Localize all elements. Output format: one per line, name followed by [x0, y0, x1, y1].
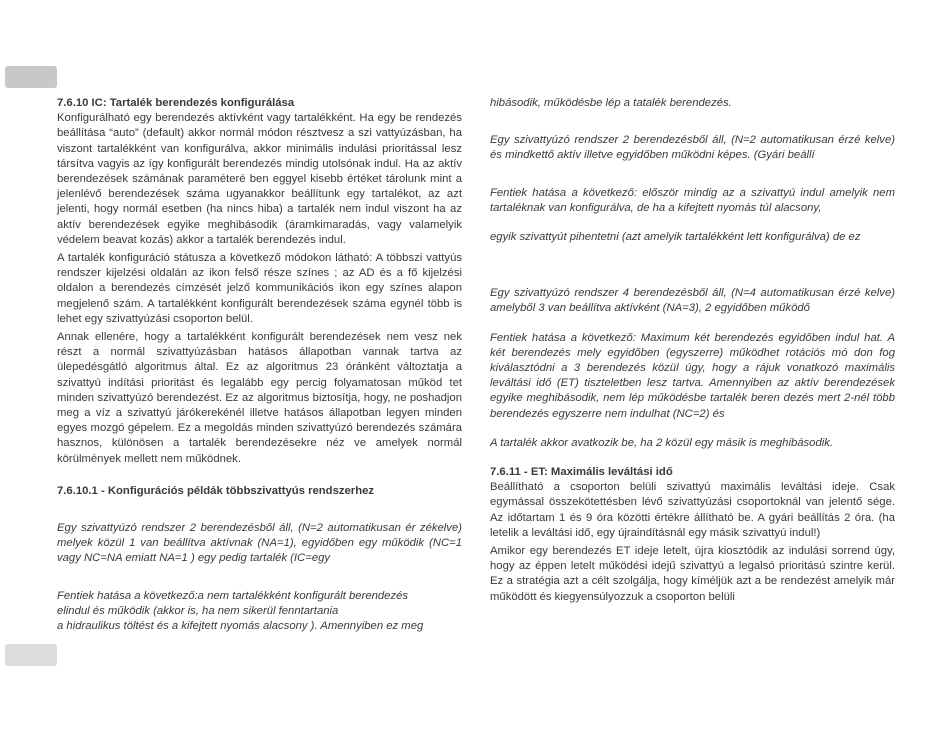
paragraph-ic-antiseize: Annak ellenére, hogy a tartalékként konfigurált berendezések nem vesz nek részt a normál szivattyúzásban hatásos állapotban vannak tartva az ülepedésgátló algoritmus által. Ez az algoritmus 23 óránként változtatja a szivattyú indítási prioritást és legalább egy percig folyamatosan működ tet minden szivattyúzó berendezést. Ez az algoritmus biztosítja, hogy, ne poshadjon meg a víz a szivattyú járókerekénél illetve hatásos állapotban legyen minden egyes mozgó gépelem. Ez a megoldás minden szivattyúzó berendezés számára hasznos, különösen a tartalék berendezésekre néz ve amelyek normál körülmények mellett nem működnek. — [57, 331, 462, 465]
example-1-effect-line-2: elindul és működik (akkor is, ha nem sikerül fenntartania — [57, 604, 339, 617]
example-1: Egy szivattyúzó rendszer 2 berendezésből áll, (N=2 automatikusan ér zékelve) melyek közül 1 van beállítva aktívnak (NA=1), egyidőben egy működik (NC=1 vagy NC=NA emiatt NA=1 ) egy pedig tartalék (IC=egy — [57, 522, 462, 565]
paragraph-et-setting: Beállítható a csoporton belüli szivattyú maximális leváltási ideje. Csak egymással összekötettésben lévő szivattyúzási csoportoknál van jelentő sége. Az időtartam 1 és 9 óra közötti értékre állítható be. A gyári beállítás 2 óra. (ha letelik a leváltási idő, egy újraindításnál egy másik szivattyú indul!) — [490, 481, 895, 539]
example-2-effect: Fentiek hatása a következő: először mindig az a szivattyú indul amelyik nem tartaléknak van konfigurálva, de ha a kifejtett nyomás túl alacsony, — [490, 186, 895, 214]
subsection-heading-examples: 7.6.10.1 - Konfigurációs példák többszivattyús rendszerhez — [57, 484, 375, 497]
example-2: Egy szivattyúzó rendszer 2 berendezésből áll, (N=2 automatikusan érzé kelve) és mindkettő aktív illetve egyidőben működni képes. (Gyári beállí — [490, 134, 895, 162]
example-3-effect: Fentiek hatása a következő: Maximum két berendezés egyidőben indul hat. A két berendezés mely egyidőben (egyszerre) működhet rotációs mó don fog kiválasztódni a 3 berendezés közül úgy, hogy a rájuk vonatkozó maximális leváltási idő (ET) tiszteletben lesz tartva. Amennyiben az aktív berendezések egyike meghibásodik, nem lép működésbe tartalék beren dezés mert 2-nél több berendezés egyszerre nem indulhat (NC=2) és — [490, 331, 895, 420]
example-3: Egy szivattyúzó rendszer 4 berendezésből áll, (N=4 automatikusan érzé kelve) amelyből 3 van beállítva aktívként (NA=3), 2 egyidőben működő — [490, 287, 895, 315]
right-column — [490, 96, 895, 608]
example-1-effect-line-3: a hidraulikus töltést és a kifejtett nyomás alacsony ). Amennyiben ez meg — [57, 620, 424, 633]
paragraph-ic-status: A tartalék konfiguráció státusza a következő módokon látható: A többszi vattyús rendszer kijelzési oldalán az ikon felső része színes ; az AD és a fő kijelzési oldalon a berendezés címzését jelző kommunikációs ikon egy színes alapon megjelenő szám. A tartalékként konfigurált berendezések száma egynél több is lehet egy szivattyúzási csoporton belül. — [57, 252, 462, 325]
example-1-effect-line-1: Fentiek hatása a következő:a nem tartalékként konfigurált berendezés — [57, 589, 409, 602]
left-column — [57, 96, 462, 634]
example-2-effect-continued: egyik szivattyút pihentetni (azt amelyik tartalékként lett konfigurálva) de ez — [490, 231, 861, 244]
paragraph-et-rotation: Amikor egy berendezés ET ideje letelt, újra kiosztódik az indulási sorrend úgy, hogy az éppen letelt működési idejű szivattyú a legalsó prioritású szintre kerül. Ez a stratégia azt a célt szolgálja, hogy kíméljük azt a be rendezést amelyik már működött és kiegyensúlyozzuk a csoporton belüli — [490, 545, 895, 603]
section-heading-ic: 7.6.10 IC: Tartalék berendezés konfigurálása — [57, 97, 295, 109]
page-tab-bottom — [5, 644, 57, 666]
page-tab-top — [5, 66, 57, 88]
section-heading-et: 7.6.11 - ET: Maximális leváltási idő — [490, 466, 673, 479]
example-3-note: A tartalék akkor avatkozik be, ha 2 közül egy másik is meghibásodik. — [490, 436, 834, 449]
paragraph-ic-intro: Konfigurálható egy berendezés aktívként vagy tartalékként. Ha egy be rendezés beállítása “auto” (default) akkor normál módon résztvesz a szi vattyúzásban, ha viszont tartalékként van konfigurálva, akkor minimális indulási prioritással lesz társítva vagyis az így konfigurált berendezés mindig utolsónak indul. Ha az aktív berendezések számának paraméteré ben eggyel kisebb értéket tárolunk mint a jelenlévő berendezések száma ugyanakkor beállítunk egy tartalékot, az azt jelenti, hogy normál esetben (ha nincs hiba) a tartalék nem indul viszont ha az aktív berendezések egyike meghibásodik (áramkimaradás, vagy valamelyik védelem beavat kozás) akkor a tartalék berendezés indul. — [57, 112, 462, 246]
example-1-continuation: hibásodik, működésbe lép a tatalék berendezés. — [490, 97, 732, 109]
